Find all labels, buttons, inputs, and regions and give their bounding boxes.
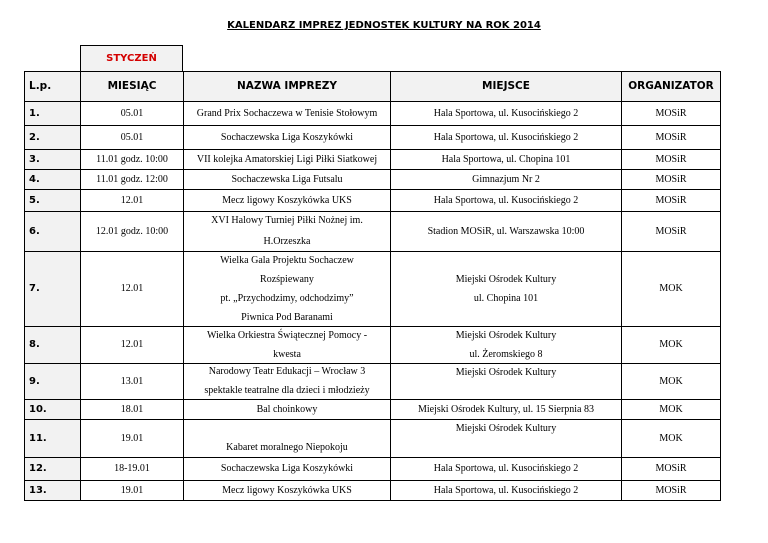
event-place: Miejski Ośrodek Kultury xyxy=(391,364,622,400)
row-number: 1. xyxy=(25,102,81,126)
event-organizer: MOSiR xyxy=(622,481,721,501)
event-name: Sochaczewska Liga Koszykówki xyxy=(184,458,391,481)
table-row xyxy=(25,170,721,190)
row-number: 3. xyxy=(25,150,81,170)
event-organizer: MOSiR xyxy=(622,190,721,212)
table-row xyxy=(25,190,721,212)
event-place: Hala Sportowa, ul. Kusocińskiego 2 xyxy=(391,126,622,150)
table-row xyxy=(25,150,721,170)
event-name xyxy=(184,252,391,327)
document-title: KALENDARZ IMPREZ JEDNOSTEK KULTURY NA ROK 2014 xyxy=(227,20,541,31)
table-row xyxy=(25,364,721,400)
event-date: 12.01 godz. 10:00 xyxy=(81,212,184,252)
event-name xyxy=(184,327,391,364)
event-name: Sochaczewska Liga Futsalu xyxy=(184,170,391,190)
event-place: Gimnazjum Nr 2 xyxy=(391,170,622,190)
header-event: NAZWA IMPREZY xyxy=(184,72,391,102)
event-place-line: Miejski Ośrodek Kultury xyxy=(455,329,557,341)
event-organizer: MOSiR xyxy=(622,102,721,126)
event-date: 11.01 godz. 12:00 xyxy=(81,170,184,190)
event-name xyxy=(184,364,391,400)
table-row xyxy=(25,481,721,501)
event-name xyxy=(184,212,391,252)
event-date: 11.01 godz. 10:00 xyxy=(81,150,184,170)
event-place: Hala Sportowa, ul. Kusocińskiego 2 xyxy=(391,458,622,481)
row-number: 9. xyxy=(25,364,81,400)
event-name: Mecz ligowy Koszykówka UKS xyxy=(184,190,391,212)
event-name-line: pt. „Przychodzimy, odchodzimy” xyxy=(220,292,354,304)
table-header-row xyxy=(25,72,721,102)
row-number: 13. xyxy=(25,481,81,501)
row-number: 7. xyxy=(25,252,81,327)
event-place: Miejski Ośrodek Kultury xyxy=(391,420,622,458)
table-row xyxy=(25,400,721,420)
event-place: Stadion MOSiR, ul. Warszawska 10:00 xyxy=(391,212,622,252)
table-row xyxy=(25,212,721,252)
row-number: 5. xyxy=(25,190,81,212)
row-number: 12. xyxy=(25,458,81,481)
event-organizer: MOSiR xyxy=(622,170,721,190)
event-organizer: MOSiR xyxy=(622,212,721,252)
event-organizer: MOK xyxy=(622,327,721,364)
event-place: Hala Sportowa, ul. Chopina 101 xyxy=(391,150,622,170)
event-name-line: H.Orzeszka xyxy=(263,236,311,247)
table-body xyxy=(25,102,721,501)
event-organizer: MOK xyxy=(622,364,721,400)
event-name-line: Wielka Gala Projektu Sochaczew xyxy=(220,254,354,266)
event-date: 12.01 xyxy=(81,190,184,212)
event-date: 12.01 xyxy=(81,252,184,327)
event-date: 05.01 xyxy=(81,126,184,150)
month-label: STYCZEŃ xyxy=(80,45,183,72)
table-row xyxy=(25,126,721,150)
event-name-line: Rozśpiewany xyxy=(260,273,314,285)
event-name-line: kwesta xyxy=(273,348,301,360)
event-organizer: MOK xyxy=(622,252,721,327)
event-place xyxy=(391,252,622,327)
event-place: Hala Sportowa, ul. Kusocińskiego 2 xyxy=(391,481,622,501)
event-name: Bal choinkowy xyxy=(184,400,391,420)
row-number: 8. xyxy=(25,327,81,364)
events-table xyxy=(24,71,721,501)
event-place-line: Miejski Ośrodek Kultury xyxy=(455,273,557,285)
header-month: MIESIĄC xyxy=(81,72,184,102)
event-date: 19.01 xyxy=(81,481,184,501)
event-name: VII kolejka Amatorskiej Ligi Piłki Siatkowej xyxy=(184,150,391,170)
event-name-line: Narodowy Teatr Edukacji – Wrocław 3 xyxy=(208,366,366,377)
event-name: Kabaret moralnego Niepokoju xyxy=(184,420,391,458)
event-place xyxy=(391,327,622,364)
event-organizer: MOSiR xyxy=(622,150,721,170)
event-name-line: XVI Halowy Turniej Piłki Nożnej im. xyxy=(211,215,363,226)
table-row xyxy=(25,252,721,327)
event-place: Miejski Ośrodek Kultury, ul. 15 Sierpnia 83 xyxy=(391,400,622,420)
header-place: MIEJSCE xyxy=(391,72,622,102)
row-number: 2. xyxy=(25,126,81,150)
event-organizer: MOSiR xyxy=(622,458,721,481)
table-row xyxy=(25,458,721,481)
event-date: 19.01 xyxy=(81,420,184,458)
event-name-line: Piwnica Pod Baranami xyxy=(241,311,333,323)
event-place-line: ul. Żeromskiego 8 xyxy=(469,348,543,360)
table-row xyxy=(25,327,721,364)
row-number: 11. xyxy=(25,420,81,458)
event-organizer: MOSiR xyxy=(622,126,721,150)
event-organizer: MOK xyxy=(622,420,721,458)
row-number: 10. xyxy=(25,400,81,420)
event-date: 18.01 xyxy=(81,400,184,420)
event-date: 18-19.01 xyxy=(81,458,184,481)
event-place: Hala Sportowa, ul. Kusocińskiego 2 xyxy=(391,102,622,126)
table-row xyxy=(25,420,721,458)
header-lp: L.p. xyxy=(25,72,81,102)
event-date: 12.01 xyxy=(81,327,184,364)
event-name-line: Wielka Orkiestra Świątecznej Pomocy - xyxy=(206,329,368,341)
event-date: 13.01 xyxy=(81,364,184,400)
header-organizer: ORGANIZATOR xyxy=(622,72,721,102)
event-place-line: ul. Chopina 101 xyxy=(473,292,539,304)
event-name: Grand Prix Sochaczewa w Tenisie Stołowym xyxy=(184,102,391,126)
event-name-line: spektakle teatralne dla dzieci i młodzieży xyxy=(204,385,370,396)
event-organizer: MOK xyxy=(622,400,721,420)
table-row xyxy=(25,102,721,126)
row-number: 4. xyxy=(25,170,81,190)
event-name: Mecz ligowy Koszykówka UKS xyxy=(184,481,391,501)
row-number: 6. xyxy=(25,212,81,252)
event-name: Sochaczewska Liga Koszykówki xyxy=(184,126,391,150)
event-place: Hala Sportowa, ul. Kusocińskiego 2 xyxy=(391,190,622,212)
event-date: 05.01 xyxy=(81,102,184,126)
